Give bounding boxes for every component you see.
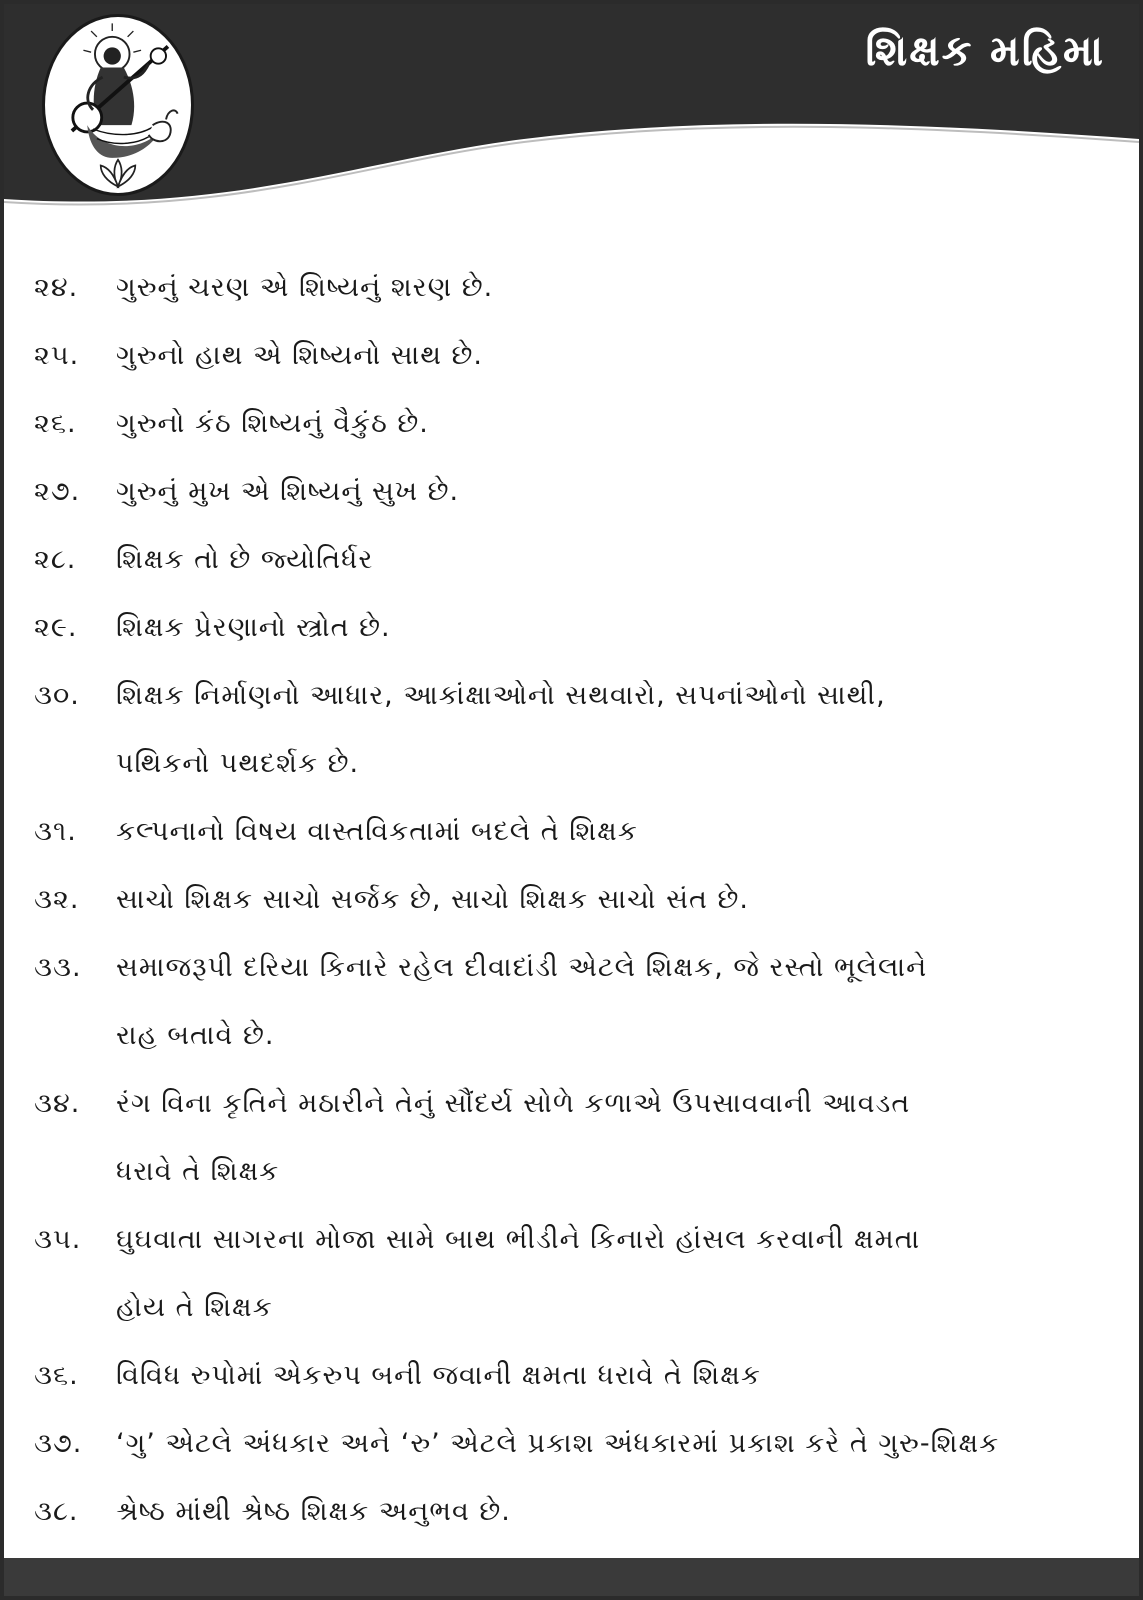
list-item (34, 1070, 1134, 1206)
item-number: ૩૫. (34, 1224, 82, 1255)
list-item (34, 934, 1134, 1070)
item-text: ગુરુનો કંઠ શિષ્યનું વૈકુંઠ છે. (116, 408, 429, 439)
item-text: સમાજરૂપી દરિયા કિનારે રહેલ દીવાદાંડી એટલે શિક્ષક, જે રસ્તો ભૂલેલાને રાહ બતાવે છે. (116, 952, 928, 1051)
list-item (34, 1342, 1134, 1410)
list-item (34, 254, 1134, 322)
item-text: શિક્ષક પ્રેરણાનો સ્ત્રોત છે. (116, 612, 391, 643)
item-number: ૩૮. (34, 1496, 79, 1527)
list-item (34, 662, 1134, 798)
list-item (34, 866, 1134, 934)
item-text: શ્રેષ્ઠ માંથી શ્રેષ્ઠ શિક્ષક અનુભવ છે. (116, 1496, 511, 1527)
item-number: ૩૭. (34, 1428, 83, 1459)
item-number: ૩૩. (34, 952, 82, 983)
item-text: ગુરુનું મુખ એ શિષ્યનું સુખ છે. (116, 476, 460, 507)
item-text: ગુરુનું ચરણ એ શિષ્યનું શરણ છે. (116, 272, 494, 303)
list-item (34, 1206, 1134, 1342)
item-text: રંગ વિના કૃતિને મઠારીને તેનું સૌંદર્ય સોળે કળાએ ઉપસાવવાની આવડત ધરાવે તે શિક્ષક (116, 1088, 911, 1187)
footer-bar (4, 1558, 1139, 1596)
list-item (34, 458, 1134, 526)
item-number: ૩૬. (34, 1360, 79, 1391)
list-item (34, 322, 1134, 390)
item-number: ૨૭. (34, 476, 81, 507)
list-item (34, 594, 1134, 662)
item-text: વિવિધ રુપોમાં એકરુપ બની જવાની ક્ષમતા ધરાવે તે શિક્ષક (116, 1360, 761, 1391)
item-number: ૩૨. (34, 884, 80, 915)
saraswati-emblem-icon (42, 14, 194, 196)
item-text: શિક્ષક તો છે જ્યોતિર્ધર (116, 544, 374, 575)
item-number: ૨૫. (34, 340, 80, 371)
item-text: કલ્પનાનો વિષય વાસ્તવિકતામાં બદલે તે શિક્ષક (116, 816, 638, 847)
item-number: ૨૪. (34, 272, 79, 303)
item-text: ‘ગુ’ એટલે અંધકાર અને ‘રુ’ એટલે પ્રકાશ અંધકારમાં પ્રકાશ કરે તે ગુરુ-શિક્ષક (116, 1428, 1000, 1459)
page-title: શિક્ષક મહિમા (865, 26, 1105, 75)
teacher-quotes-list (34, 254, 1134, 1546)
item-number: ૩૦. (34, 680, 80, 711)
item-number: ૩૧. (34, 816, 77, 847)
item-number: ૨૮. (34, 544, 77, 575)
item-number: ૩૪. (34, 1088, 81, 1119)
list-item (34, 1410, 1134, 1478)
list-item (34, 1478, 1134, 1546)
list-item (34, 798, 1134, 866)
item-text: ગુરુનો હાથ એ શિષ્યનો સાથ છે. (116, 340, 484, 371)
item-text: શિક્ષક નિર્માણનો આધાર, આકાંક્ષાઓનો સથવારો, સપનાંઓનો સાથી, પથિકનો પથદર્શક છે. (116, 680, 886, 779)
item-text: સાચો શિક્ષક સાચો સર્જક છે, સાચો શિક્ષક સાચો સંત છે. (116, 884, 749, 915)
list-item (34, 390, 1134, 458)
item-number: ૨૬. (34, 408, 77, 439)
item-text: ઘુઘવાતા સાગરના મોજા સામે બાથ ભીડીને કિનારો હાંસલ કરવાની ક્ષમતા હોય તે શિક્ષક (116, 1224, 921, 1323)
item-number: ૨૯. (34, 612, 78, 643)
list-item (34, 526, 1134, 594)
